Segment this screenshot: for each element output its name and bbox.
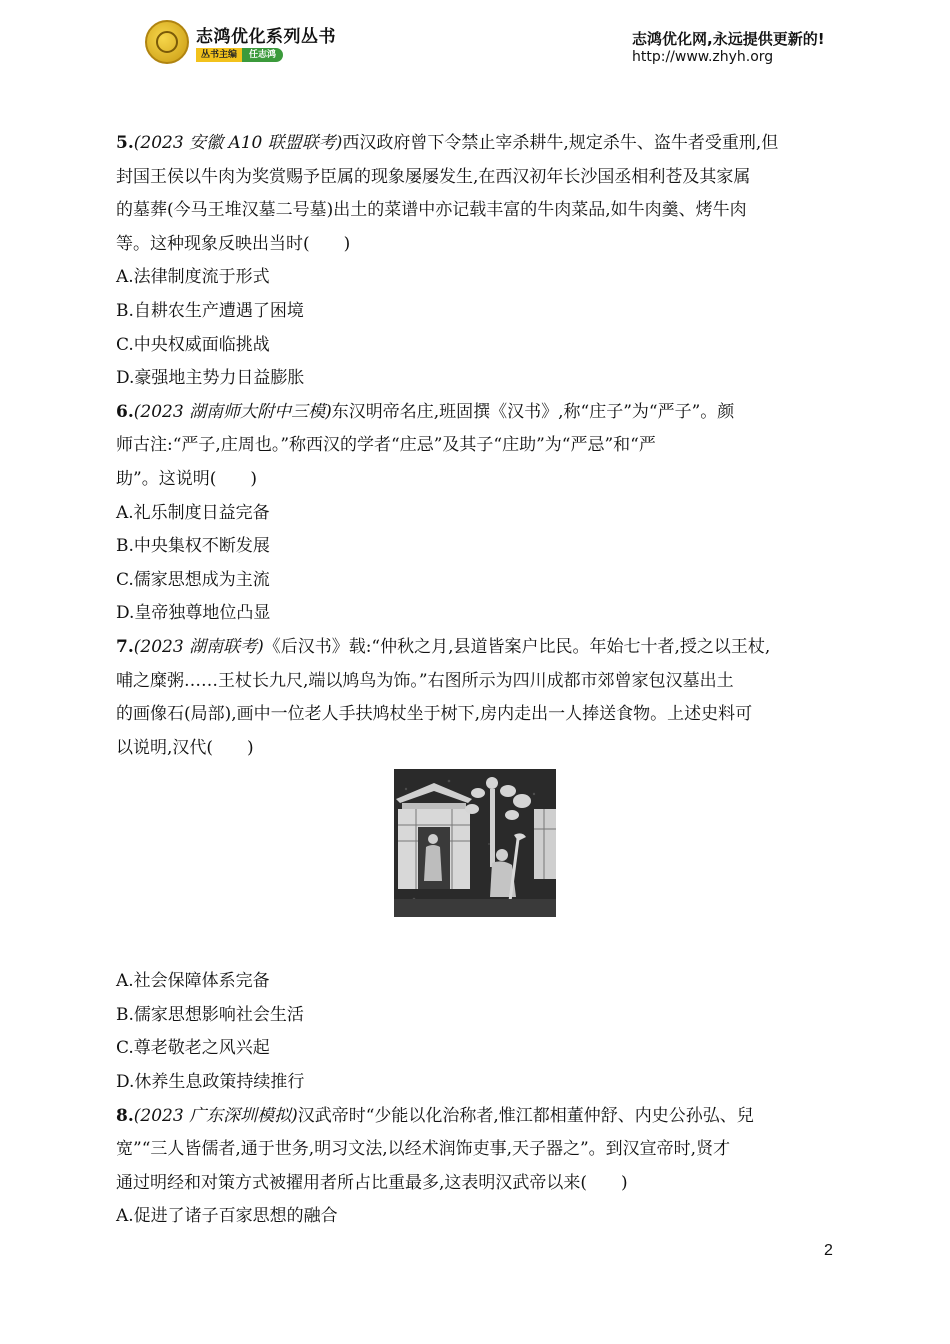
figure-container — [116, 765, 832, 965]
question-stem-line: 8.(2023 广东深圳模拟)汉武帝时“少能以化治称者,惟江都相董仲舒、内史公孙弘、兒 — [116, 1105, 754, 1126]
stem-text: 东汉明帝名庄,班固撰《汉书》,称“庄子”为“严子”。颜 — [331, 401, 735, 422]
question-8 — [116, 1100, 832, 1234]
page-content — [116, 127, 832, 1234]
stem-text: 西汉政府曾下令禁止宰杀耕牛,规定杀牛、盗牛者受重刑,但 — [342, 133, 779, 153]
publisher-logo-icon — [145, 20, 189, 64]
site-slogan: 志鸿优化网,永远提供更新的! — [632, 30, 825, 48]
question-stem-line: 哺之糜粥……王杖长九尺,端以鸠鸟为饰。”右图所示为四川成都市郊曾家包汉墓出土 — [116, 670, 734, 691]
question-stem-line: 等。这种现象反映出当时( ) — [116, 233, 351, 254]
question-source: (2023 湖南师大附中三模) — [133, 401, 332, 422]
editor-badge — [196, 48, 283, 62]
option-a[interactable]: A.法律制度流于形式 — [116, 267, 270, 288]
stem-text: 《后汉书》载:“仲秋之月,县道皆案户比民。年始七十者,授之以王杖, — [263, 636, 771, 657]
question-7 — [116, 631, 832, 1100]
question-5 — [116, 127, 832, 396]
option-b[interactable]: B.自耕农生产遭遇了困境 — [116, 300, 304, 321]
option-c[interactable]: C.中央权威面临挑战 — [116, 334, 270, 355]
option-a[interactable]: A.礼乐制度日益完备 — [116, 502, 270, 523]
question-stem-line: 师古注:“严子,庄周也。”称西汉的学者“庄忌”及其子“庄助”为“严忌”和“严 — [116, 435, 656, 456]
question-stem-line: 封国王侯以牛肉为奖赏赐予臣属的现象屡屡发生,在西汉初年长沙国丞相利苍及其家属 — [116, 166, 751, 187]
series-title: 志鸿优化系列丛书 — [196, 27, 336, 47]
page-header — [0, 0, 950, 80]
question-stem-line: 以说明,汉代( ) — [116, 737, 254, 758]
question-number: 7 — [116, 636, 128, 657]
question-6 — [116, 396, 832, 631]
option-a[interactable]: A.社会保障体系完备 — [116, 971, 270, 992]
site-url[interactable]: http://www.zhyh.org — [632, 49, 774, 65]
question-stem-line: 通过明经和对策方式被擢用者所占比重最多,这表明汉武帝以来( ) — [116, 1172, 628, 1193]
option-d[interactable]: D.休养生息政策持续推行 — [116, 1072, 305, 1093]
question-stem-line: 助”。这说明( ) — [116, 468, 257, 489]
option-c[interactable]: C.尊老敬老之风兴起 — [116, 1038, 270, 1059]
stem-text: 汉武帝时“少能以化治称者,惟江都相董仲舒、内史公孙弘、兒 — [297, 1105, 754, 1126]
editor-badge-label: 丛书主编 — [196, 48, 242, 62]
option-b[interactable]: B.儒家思想影响社会生活 — [116, 1004, 304, 1025]
page-number: 2 — [824, 1242, 833, 1259]
option-d[interactable]: D.皇帝独尊地位凸显 — [116, 603, 271, 624]
question-number: 5 — [116, 133, 128, 153]
question-stem-line: 6.(2023 湖南师大附中三模)东汉明帝名庄,班固撰《汉书》,称“庄子”为“严子”。颜 — [116, 401, 735, 422]
question-source: (2023 广东深圳模拟) — [133, 1105, 298, 1126]
option-a[interactable]: A.促进了诸子百家思想的融合 — [116, 1206, 338, 1227]
option-b[interactable]: B.中央集权不断发展 — [116, 536, 270, 557]
question-stem-line: 的画像石(局部),画中一位老人手扶鸠杖坐于树下,房内走出一人捧送食物。上述史料可 — [116, 704, 753, 725]
question-source: (2023 安徽 A10 联盟联考) — [133, 133, 343, 153]
question-stem-line: 的墓葬(今马王堆汉墓二号墓)出土的菜谱中亦记载丰富的牛肉菜品,如牛肉羹、烤牛肉 — [116, 200, 747, 221]
question-stem-line: 宽”“三人皆儒者,通于世务,明习文法,以经术润饰吏事,天子器之”。到汉宣帝时,贤才 — [116, 1139, 731, 1160]
option-c[interactable]: C.儒家思想成为主流 — [116, 569, 270, 590]
question-source: (2023 湖南联考) — [133, 636, 264, 657]
question-number: 6 — [116, 401, 128, 422]
han-stone-relief-image — [394, 769, 556, 917]
question-number: 8 — [116, 1105, 128, 1126]
editor-name: 任志鸿 — [242, 48, 283, 62]
option-d[interactable]: D.豪强地主势力日益膨胀 — [116, 368, 305, 389]
question-stem-line: 5.(2023 安徽 A10 联盟联考)西汉政府曾下令禁止宰杀耕牛,规定杀牛、盗牛者受重刑,但 — [116, 133, 779, 153]
question-stem-line: 7.(2023 湖南联考)《后汉书》载:“仲秋之月,县道皆案户比民。年始七十者,授之以王杖, — [116, 636, 771, 657]
